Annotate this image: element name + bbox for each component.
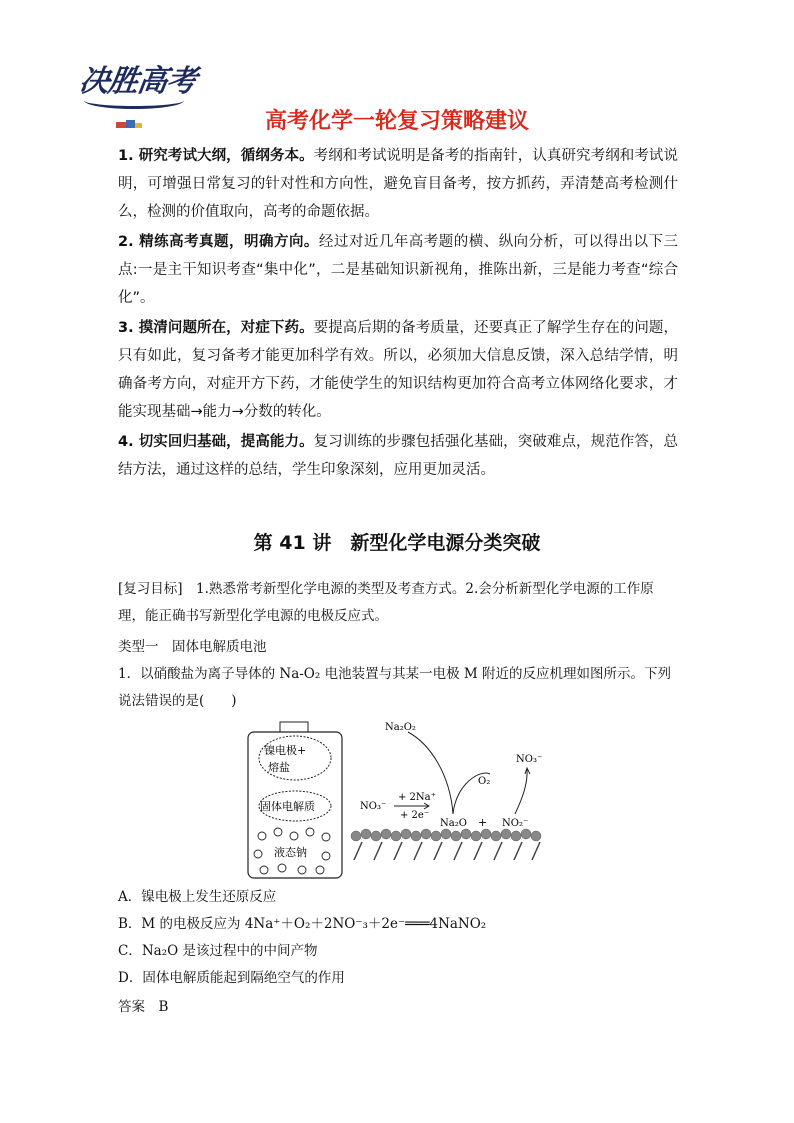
battery-label-nickel: 镍电极+ xyxy=(264,744,307,757)
strategy-body: 考纲和考试说明是备考的指南针，认真研究考纲和考试说明，可增强日常复习的针对性和方向性，避免盲目备考，按方抓药，弄清楚高考检测什么，检测的价值取向，高考的命题依据。 xyxy=(118,148,678,220)
strategy-body: 复习训练的步骤包括强化基础，突破难点，规范作答，总结方法，通过这样的总结，学生印象深刻，应用更加灵活。 xyxy=(118,434,678,478)
strategy-head: 4. 切实回归基础，提高能力。 xyxy=(118,434,314,450)
option-c: C．Na₂O 是该过程中的中间产物 xyxy=(118,943,318,959)
lecture-title: 第 41 讲 新型化学电源分类突破 xyxy=(253,532,541,554)
option-b: B．M 的电极反应为 4Na⁺＋O₂＋2NO⁻₃＋2e⁻═══4NaNO₂ xyxy=(118,916,487,932)
battery-label-sodium: 液态钠 xyxy=(274,846,307,859)
strategy-body: 要提高后期的备考质量，还要真正了解学生存在的问题，只有如此，复习备考才能更加科学有效。所以，必须加大信息反馈，深入总结学情，明确备考方向，对症开方下药，才能使学生的知识结构更加符合高考立体网络化要求，才能实现基础→能力→分数的转化。 xyxy=(118,320,678,420)
label-plus-2e: + 2e⁻ xyxy=(400,810,430,821)
battery-label-salt: 熔盐 xyxy=(268,761,290,774)
strategy-3 xyxy=(118,314,678,426)
strategy-1 xyxy=(118,142,678,226)
strategy-head: 1. 研究考试大纲，循纲务本。 xyxy=(118,148,314,164)
label-no3-left: NO₃⁻ xyxy=(360,801,387,812)
option-a: A．镍电极上发生还原反应 xyxy=(118,889,277,905)
label-na2o: Na₂O xyxy=(440,818,467,829)
label-no3-top: NO₃⁻ xyxy=(516,754,543,765)
strategy-head: 2. 精练高考真题，明确方向。 xyxy=(118,234,319,250)
question-text: 1．以硝酸盐为离子导体的 Na-O₂ 电池装置与其某一电极 M 附近的反应机理如图所示。下列说法错误的是( ) xyxy=(118,666,671,709)
battery-label-electrolyte: 固体电解质 xyxy=(260,800,315,813)
logo-text: 决胜高考 xyxy=(77,64,198,99)
label-plus-2na: + 2Na⁺ xyxy=(398,792,436,803)
label-no2: NO₂⁻ xyxy=(502,818,529,829)
answer: 答案 B xyxy=(118,999,169,1015)
strategy-4 xyxy=(118,428,678,484)
label-plus: + xyxy=(478,816,488,829)
main-title: 高考化学一轮复习策略建议 xyxy=(264,109,529,134)
strategy-head: 3. 摸清问题所在，对症下药。 xyxy=(118,320,314,336)
label-o2: O₂ xyxy=(478,776,491,787)
strategy-body: 经过对近几年高考题的横、纵向分析，可以得出以下三点:一是主干知识考查“集中化”，二是基础知识新视角，推陈出新，三是能力考查“综合化”。 xyxy=(118,234,679,306)
strategy-2 xyxy=(118,228,678,312)
label-na2o2: Na₂O₂ xyxy=(385,722,416,733)
option-d: D．固体电解质能起到隔绝空气的作用 xyxy=(118,970,345,986)
type-label: 类型一 固体电解质电池 xyxy=(118,639,267,655)
review-goal: [复习目标] 1.熟悉常考新型化学电源的类型及考查方式。2.会分析新型化学电源的工作原理，能正确书写新型化学电源的电极反应式。 xyxy=(118,581,654,624)
battery-figure xyxy=(240,714,560,884)
